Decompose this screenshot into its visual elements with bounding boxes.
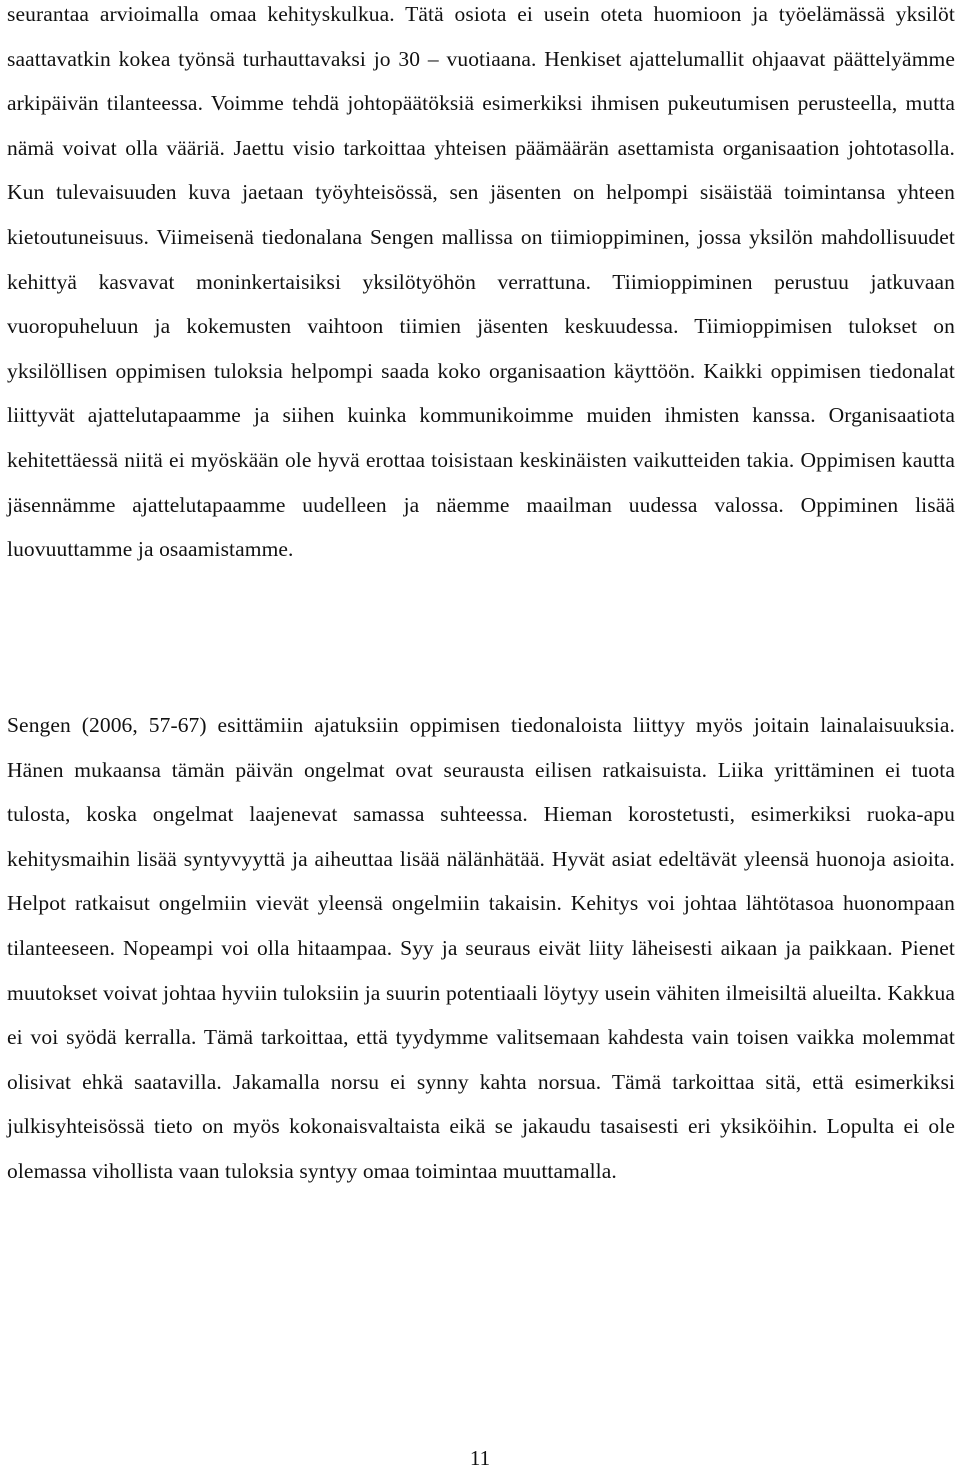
body-paragraph-2: Sengen (2006, 57-67) esittämiin ajatuksiin oppimisen tiedonaloista liittyy myös joitain lainalaisuuksia. Hänen mukaansa tämän päivän ongelmat ovat seurausta eilisen ratkaisuista. Liika yrittäminen ei tuota tulosta, koska ongelmat laajenevat samassa suhteessa. Hieman korostetusti, esimerkiksi ruoka-apu kehitysmaihin lisää syntyvyyttä ja aiheuttaa lisää nälänhätää. Hyvät asiat edeltävät yleensä huonoja asioita. Helpot ratkaisut ongelmiin vievät yleensä ongelmiin takaisin. Kehitys voi johtaa lähtötasoa huonompaan tilanteeseen. Nopeampi voi olla hitaampaa. Syy ja seuraus eivät liity läheisesti aikaan ja paikkaan. Pienet muutokset voivat johtaa hyviin tuloksiin ja suurin potentiaali löytyy usein vähiten ilmeisiltä alueilta. Kakkua ei voi syödä kerralla. Tämä tarkoittaa, että tyydymme valitsemaan kahdesta vain toisen vaikka molemmat olisivat ehkä saatavilla. Jakamalla norsu ei synny kahta norsua. Tämä tarkoittaa sitä, että esimerkiksi julkisyhteisössä tieto on myös kokonaisvaltaista eikä se jakaudu tasaisesti eri yksiköihin. Lopulta ei ole olemassa vihollista vaan tuloksia syntyy omaa toimintaa muuttamalla.	[7, 713, 955, 1183]
body-paragraph-1: seurantaa arvioimalla omaa kehityskulkua. Tätä osiota ei usein oteta huomioon ja työelämässä yksilöt saattavatkin kokea työnsä turhauttavaksi jo 30 – vuotiaana. Henkiset ajattelumallit ohjaavat päättelyämme arkipäivän tilanteessa. Voimme tehdä johtopäätöksiä esimerkiksi ihmisen pukeutumisen perusteella, mutta nämä voivat olla vääriä. Jaettu visio tarkoittaa yhteisen päämäärän asettamista organisaation johtotasolla. Kun tulevaisuuden kuva jaetaan työyhteisössä, sen jäsenten on helpompi sisäistää toimintansa yhteen kietoutuneisuus. Viimeisenä tiedonalana Sengen mallissa on tiimioppiminen, jossa yksilön mahdollisuudet kehittyä kasvavat moninkertaisiksi yksilötyöhön verrattuna. Tiimioppiminen perustuu jatkuvaan vuoropuheluun ja kokemusten vaihtoon tiimien jäsenten keskuudessa. Tiimioppimisen tulokset on yksilöllisen oppimisen tuloksia helpompi saada koko organisaation käyttöön. Kaikki oppimisen tiedonalat liittyvät ajattelutapaamme ja siihen kuinka kommunikoimme muiden ihmisten kanssa. Organisaatiota kehitettäessä niitä ei myöskään ole hyvä erottaa toisistaan keskinäisten vaikutteiden takia. Oppimisen kautta jäsennämme ajattelutapaamme uudelleen ja näemme maailman uudessa valossa. Oppiminen lisää luovuuttamme ja osaamistamme.	[7, 2, 955, 562]
page-number: 11	[469, 1446, 491, 1470]
